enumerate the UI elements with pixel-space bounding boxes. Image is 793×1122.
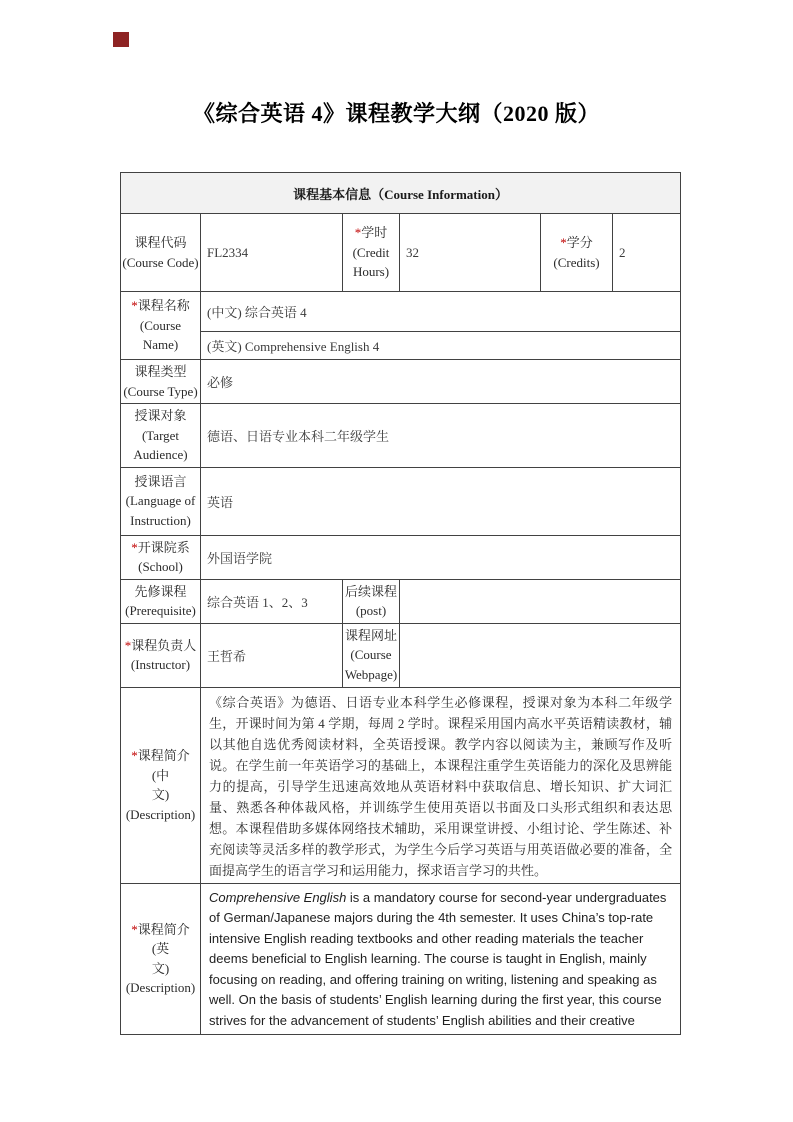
course-info-table <box>120 172 681 1035</box>
row-course-type <box>121 360 681 404</box>
required-asterisk: * <box>560 235 567 250</box>
required-asterisk: * <box>131 298 138 314</box>
row-description-zh <box>121 687 681 883</box>
required-asterisk: * <box>354 225 362 241</box>
label-school <box>121 535 201 579</box>
desc-en-italic-lead: Comprehensive English <box>209 889 347 905</box>
row-school <box>121 535 681 579</box>
label-line <box>344 223 398 243</box>
required-asterisk: * <box>124 637 132 653</box>
label-line: Audience) <box>133 447 188 462</box>
label-instructor <box>121 623 201 687</box>
desc-en-text: is a mandatory course for second-year undergraduates of German/Japanese majors during the 4th semester. It uses China’s top-rate intensive English reading textbooks and other reading materials the teacher deems beneficial to English learning. The course is taught in English, mainly focusing on reading, and offering training on writing, listening and speaking as well. On the basis of students’ English learning during the first year, this course strives for the advancement of students’ English abilities and their creative <box>209 889 667 1029</box>
label-description-en <box>121 883 201 1034</box>
row-prerequisite <box>121 579 681 623</box>
row-course-name-zh <box>121 292 681 332</box>
label-line <box>542 233 611 253</box>
label-line: (Credits) <box>553 254 600 270</box>
label-course-name <box>121 292 201 360</box>
label-target-audience <box>121 404 201 468</box>
label-line: (Language of <box>125 493 196 509</box>
label-line: (Credit <box>352 244 390 260</box>
label-line: Webpage) <box>344 666 398 682</box>
label-credits <box>541 214 613 292</box>
label-text: 课程简介 (中 <box>137 748 190 783</box>
value-course-type: 必修 <box>201 360 681 404</box>
value-school: 外国语学院 <box>201 535 681 579</box>
value-instructor: 王哲希 <box>201 623 343 687</box>
row-course-code <box>121 214 681 292</box>
label-language <box>121 467 201 535</box>
label-post-course <box>343 579 400 623</box>
label-line <box>122 538 199 558</box>
value-post-course <box>400 579 681 623</box>
label-line: (Target <box>141 427 180 443</box>
label-course-type <box>121 360 201 404</box>
label-webpage <box>343 623 400 687</box>
label-line: (Course <box>350 647 392 663</box>
required-asterisk: * <box>131 748 138 763</box>
row-description-en <box>121 883 681 1034</box>
label-line: (Course <box>139 317 182 333</box>
value-webpage <box>400 623 681 687</box>
red-square-marker <box>113 32 129 47</box>
label-text: 学时 <box>361 225 388 241</box>
row-course-name-en <box>121 332 681 360</box>
label-line: Hours) <box>352 264 390 280</box>
value-course-name-en: (英文) Comprehensive English 4 <box>201 332 681 360</box>
label-line: (post) <box>355 603 387 618</box>
label-line: 后续课程 <box>344 583 397 599</box>
value-course-name-zh: (中文) 综合英语 4 <box>201 292 681 332</box>
label-description-zh <box>121 687 201 883</box>
label-line: 课程类型 <box>134 364 187 379</box>
label-line: 先修课程 <box>134 583 187 599</box>
value-credit-hours: 32 <box>400 214 541 292</box>
label-line: 授课语言 <box>134 473 187 489</box>
label-line: (School) <box>138 559 183 574</box>
document-title: 《综合英语 4》课程教学大纲（2020 版） <box>192 101 600 126</box>
value-prerequisite: 综合英语 1、2、3 <box>201 579 343 623</box>
value-course-code: FL2334 <box>201 214 343 292</box>
label-course-code <box>121 214 201 292</box>
label-line: (Prerequisite) <box>125 603 196 618</box>
row-language <box>121 467 681 535</box>
value-target-audience: 德语、日语专业本科二年级学生 <box>201 404 681 468</box>
required-asterisk: * <box>131 539 138 555</box>
label-line <box>122 920 199 959</box>
label-prerequisite <box>121 579 201 623</box>
label-credit-hours <box>343 214 400 292</box>
label-text: 课程简介 (英 <box>137 921 190 957</box>
label-text: 课程负责人 <box>131 637 197 653</box>
label-line: (Description) <box>125 806 196 822</box>
label-line: (Instructor) <box>130 657 191 672</box>
value-description-en <box>201 883 681 1034</box>
value-description-zh: 《综合英语》为德语、日语专业本科学生必修课程，授课对象为本科二年级学生，开课时间为第 4 学期，每周 2 学时。课程采用国内高水平英语精读教材，辅以其他自选优秀阅读材料，全英语授课。教学内容以阅读为主，兼顾写作及听说。在学生前一年英语学习的基础上，本课程注重学生英语能力的深化及思辨能力的提高，引导学生迅速高效地从英语材料中获取信息、增长知识、扩大词汇量、熟悉各种体裁风格，并训练学生使用英语以书面及口头形式组织和表达思想。本课程借助多媒体网络技术辅助，采用课堂讲授、小组讨论、学生陈述、补充阅读等灵活多样的教学形式，为学生今后学习英语与用英语做必要的准备，全面提高学生的语言学习和运用能力，探求语言学习的共性。 <box>201 687 681 883</box>
label-line: (Description) <box>125 980 196 996</box>
label-text: 学分 <box>566 235 593 250</box>
label-line: 文) <box>151 787 170 802</box>
label-line <box>122 746 199 785</box>
label-text: 课程名称 <box>137 298 190 314</box>
table-header-row <box>121 173 681 214</box>
label-text: 开课院系 <box>137 539 190 555</box>
value-language: 英语 <box>201 467 681 535</box>
label-line: 课程代码 <box>134 235 187 250</box>
row-instructor <box>121 623 681 687</box>
label-line <box>122 636 199 656</box>
required-asterisk: * <box>131 921 138 937</box>
row-target-audience <box>121 404 681 468</box>
label-line <box>122 296 199 316</box>
table-header: 课程基本信息（Course Information） <box>121 173 681 214</box>
label-line: 授课对象 <box>134 408 187 423</box>
label-line: Name) <box>142 337 179 353</box>
label-line: (Course Type) <box>123 383 198 399</box>
label-line: (Course Code) <box>122 254 199 270</box>
label-line: 文) <box>151 960 170 976</box>
label-line: Instruction) <box>130 512 191 528</box>
label-line: 课程网址 <box>344 627 397 643</box>
value-credits: 2 <box>613 214 681 292</box>
